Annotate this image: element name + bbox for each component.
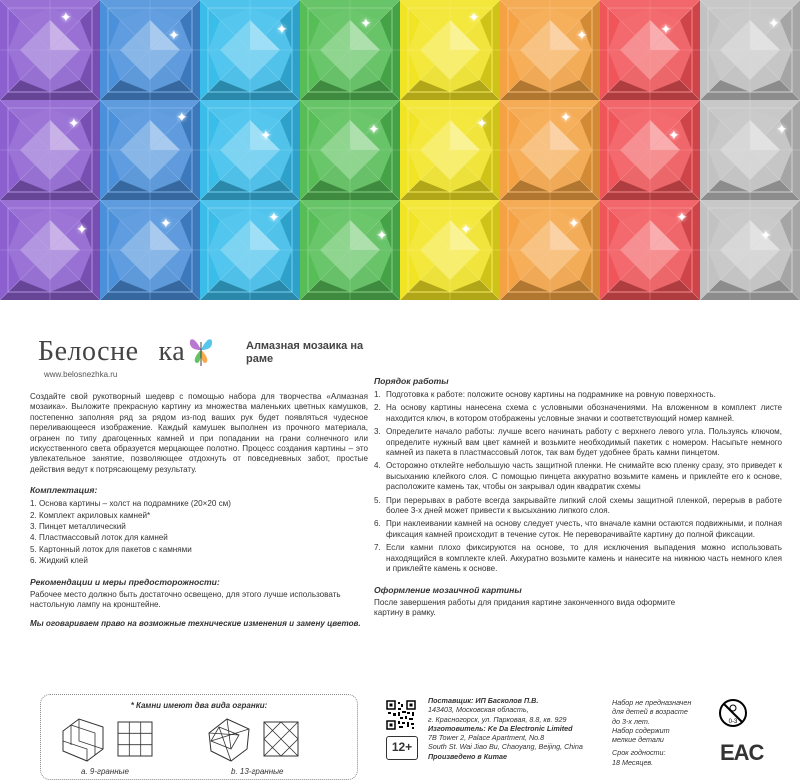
gem-tile (400, 0, 500, 100)
svg-text:0-3: 0-3 (728, 719, 738, 725)
sparkle-icon: ✦ (460, 221, 472, 237)
list-item: 3. Пинцет металлический (30, 522, 126, 532)
age-rating-badge: 12+ (386, 736, 418, 760)
gem-tile (400, 100, 500, 200)
gem-tile (200, 200, 300, 300)
gem-tile (300, 100, 400, 200)
safety-text: Рабочее место должно быть достаточно освещено, для этого лучше использовать настольную лампу на кронштейне. (30, 589, 341, 610)
gem-tile (700, 200, 800, 300)
steps-list (374, 390, 782, 575)
gem-tile (400, 200, 500, 300)
list-item: 6. Жидкий клей (30, 556, 88, 566)
list-item: 1. Подготовка к работе: положите основу картины на подрамнике на ровную поверхность. (374, 390, 716, 399)
list-item: 5. При перерывах в работе всегда закрывайте липкий слой схемы защитной пленкой, перерыв в работе более 3-х дней может привести к высыханию липкого слоя. (374, 495, 782, 516)
cut-label-a: a. 9-гранные (81, 767, 129, 776)
list-item: 2. На основу картины нанесена схема с условными обозначениями. На вложенном в комплект листе находится ключ, в котором отображены условные значки и соответствующий номер камней. (374, 403, 782, 423)
steps-heading: Порядок работы (374, 376, 449, 386)
list-item: 1. Основа картины – холст на подрамнике (20×20 см) (30, 499, 231, 509)
cut-label-b: b. 13-гранные (231, 767, 284, 776)
sparkle-icon: ✦ (776, 121, 788, 137)
list-item: 4. Пластмассовый лоток для камней (30, 533, 168, 543)
nine-facet-grid-icon (117, 721, 153, 757)
gem-tile (100, 100, 200, 200)
gem-banner (0, 0, 800, 300)
sparkle-icon: ✦ (476, 115, 488, 131)
sparkle-icon: ✦ (768, 15, 780, 31)
supplier-info: Поставщик: ИП Басколов П.В. 143403, Московская область, г. Красногорск, ул. Парковая, 8.8, кв. 929 Изготовитель: Ke Da Electronic Limited 7B Tower 2, Palace Apartment, No.8 South St. Wai Jiao Bu, Chaoyang, Beijing, China Произведено в Китае (428, 696, 583, 761)
sparkle-icon: ✦ (568, 215, 580, 231)
sparkle-icon: ✦ (68, 115, 80, 131)
left-column (30, 392, 368, 629)
gem-tile (200, 100, 300, 200)
product-title: Алмазная мозаика на раме (246, 340, 364, 365)
sparkle-icon: ✦ (368, 121, 380, 137)
framing-text: После завершения работы для придания картине законченного вида оформите картину в рамку. (374, 597, 676, 617)
sparkle-icon: ✦ (268, 209, 280, 225)
list-item: 4. Осторожно отклейте небольшую часть защитной пленки. Не снимайте всю пленку сразу, это приведет к высыханию клейкого слоя. С помощью пинцета аккуратно возьмите камень и приклейте его к основе, расположите камень так, чтобы он закрывал один квадратик схемы (374, 461, 782, 492)
gem-tile (100, 200, 200, 300)
sparkle-icon: ✦ (160, 215, 172, 231)
eac-mark: EAC (720, 740, 764, 765)
sparkle-icon: ✦ (560, 109, 572, 125)
cut-types-box (40, 694, 358, 780)
list-item: 6. При наклеивании камней на основу следует учесть, что вначале камни остаются подвижными, и полная фиксация камней происходит в течение суток. Не переворачивайте картину до полной фиксации. (374, 519, 782, 539)
list-item: 7. Если камни плохо фиксируются на основе, то для исключения выпадения можно использовать находящийся в комплекте клей. Аккуратно возьмите камень и нанесите на нижнюю часть немного клея и приклейте камень к основе. (374, 543, 782, 574)
safety-heading: Рекомендации и меры предосторожности: (30, 576, 220, 587)
brand-name: Белосне ка (38, 336, 186, 367)
gem-tile (0, 0, 100, 100)
not-for-under-3-icon (718, 698, 748, 728)
gem-tile (100, 0, 200, 100)
sparkle-icon: ✦ (60, 9, 72, 25)
sparkle-icon: ✦ (168, 27, 180, 43)
gem-tile (300, 200, 400, 300)
thirteen-facet-gem-icon (205, 715, 253, 763)
thirteen-facet-grid-icon (263, 721, 299, 757)
sparkle-icon: ✦ (360, 15, 372, 31)
sparkle-icon: ✦ (668, 127, 680, 143)
age-warning: Набор не предназначен для детей в возрасте до 3-х лет. Набор содержит мелкие детали Срок годности: 18 Месяцев. (612, 698, 692, 767)
list-item: 2. Комплект акриловых камней* (30, 510, 151, 520)
sparkle-icon: ✦ (576, 27, 588, 43)
gem-tile (700, 100, 800, 200)
butterfly-icon (188, 332, 214, 368)
sparkle-icon: ✦ (376, 227, 388, 243)
gem-tile (0, 100, 100, 200)
gem-tile (700, 0, 800, 100)
right-column (374, 376, 782, 618)
framing-heading: Оформление мозаичной картины (374, 584, 522, 595)
sparkle-icon: ✦ (760, 227, 772, 243)
cut-caption: * Камни имеют два вида огранки: (130, 701, 268, 710)
sparkle-icon: ✦ (76, 221, 88, 237)
kit-list (30, 499, 368, 566)
gem-tile (500, 0, 600, 100)
disclaimer-text: Мы оговариваем право на возможные технические изменения и замену цветов. (30, 618, 361, 628)
intro-text: Создайте свой рукотворный шедевр с помощью набора для творчества «Алмазная мозаика». Выложите прекрасную картину из множества маленьких цветных камушков, постепенно заполняя ряд за рядом из-под ваших рук будет появляться чудесное переливающееся изображение. Каждый камушек выполнен из прочного материала, огранен по типу драгоценных камней и при попадании на грани солнечного или искусственного света образуется мерцающее полотно. Процесс создания картины – это увлекательное занятие, позволяющее отдохнуть от повседневных забот, простые действия ведут к потрясающему результату. (30, 392, 368, 474)
brand-url: www.belosnezhka.ru (44, 370, 118, 379)
sparkle-icon: ✦ (468, 9, 480, 25)
gem-tile (600, 200, 700, 300)
gem-tile (600, 0, 700, 100)
nine-facet-gem-icon (59, 715, 107, 763)
gem-tile (600, 100, 700, 200)
gem-tile (0, 200, 100, 300)
sparkle-icon: ✦ (260, 127, 272, 143)
gem-tile (300, 0, 400, 100)
qr-code-icon (386, 700, 416, 730)
gem-tile (500, 200, 600, 300)
sparkle-icon: ✦ (276, 21, 288, 37)
gem-tile (200, 0, 300, 100)
list-item: 3. Определите начало работы: лучше всего начинать работу с верхнего левого угла. Пользуясь ключом, определите нужный вам цвет камней и возьмите необходимый пакетик с номером. Насыпьте немного камней из пакета в пластмассовый лоток, так вам будет удобнее брать камни пинцетом. (374, 427, 782, 458)
brand-logo (38, 336, 238, 379)
kit-heading: Комплектация: (30, 485, 98, 496)
sparkle-icon: ✦ (676, 209, 688, 225)
list-item: 5. Картонный лоток для пакетов с камнями (30, 544, 192, 554)
sparkle-icon: ✦ (176, 109, 188, 125)
gem-tile (500, 100, 600, 200)
sparkle-icon: ✦ (660, 21, 672, 37)
